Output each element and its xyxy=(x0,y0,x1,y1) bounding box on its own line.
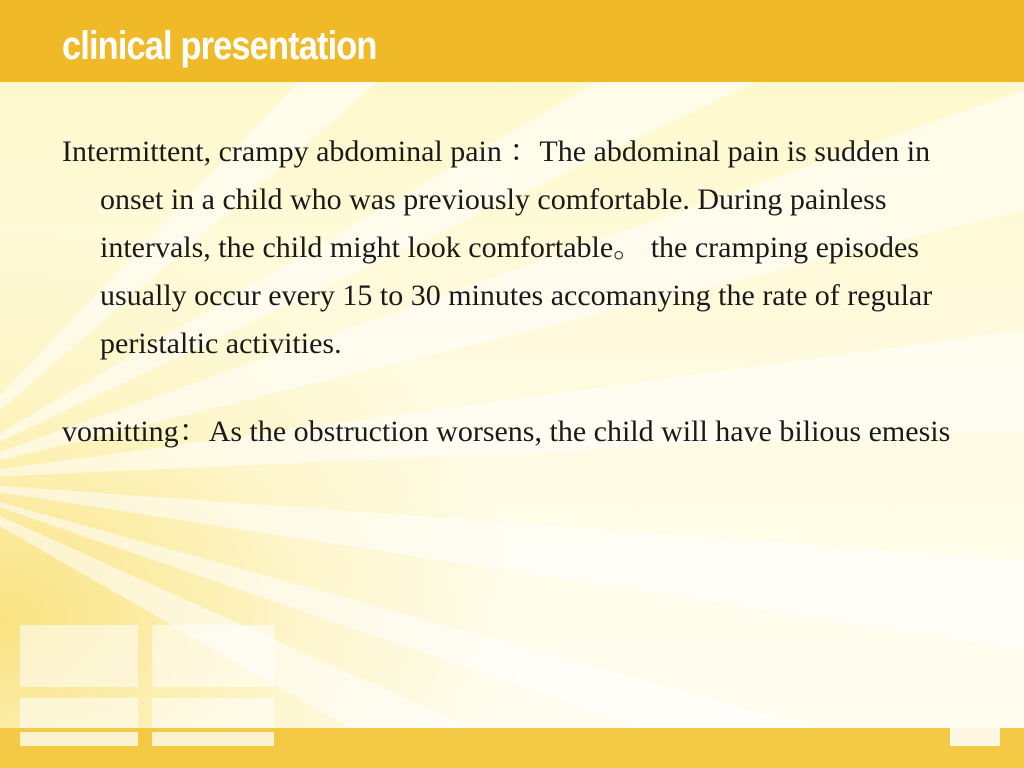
separator: ： xyxy=(178,415,209,448)
description-vomiting: As the obstruction worsens, the child will have bilious emesis xyxy=(208,415,951,448)
term-pain: Intermittent, crampy abdominal pain xyxy=(62,135,502,168)
decor-tile xyxy=(950,728,1000,746)
slide-title: clinical presentation xyxy=(62,24,377,68)
decor-tile xyxy=(20,732,138,746)
term-vomiting: vomitting xyxy=(62,415,179,448)
paragraph-vomiting xyxy=(62,408,962,456)
description-pain: The abdominal pain is sudden in onset in a child who was previously comfortable. During painless intervals, the child might look comfortable。 the cramping episodes usually occur every 15 to 30 minutes accomanying the rate of regular peristaltic activities. xyxy=(100,135,933,360)
slide-content xyxy=(62,128,962,456)
separator: ： xyxy=(501,135,540,168)
decor-tile xyxy=(152,732,274,746)
decor-tile xyxy=(20,625,138,687)
paragraph-pain xyxy=(62,128,962,368)
decor-tile xyxy=(152,625,274,687)
title-bar xyxy=(0,0,1024,82)
